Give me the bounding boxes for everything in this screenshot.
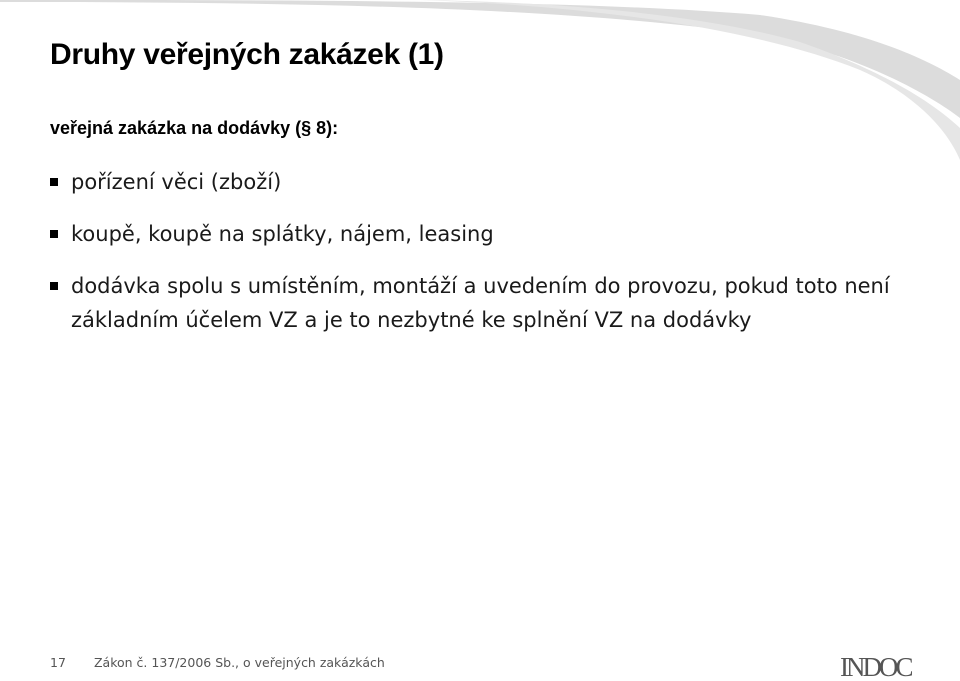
bullet-item [50, 269, 930, 337]
footer-text: Zákon č. 137/2006 Sb., o veřejných zakázkách [93, 655, 385, 670]
bullet-text: koupě, koupě na splátky, nájem, leasing [71, 222, 494, 246]
footer [50, 655, 385, 670]
bullet-text: dodávka spolu s umístěním, montáží a uvedením do provozu, pokud toto není základním účelem VZ a je to nezbytné ke splnění VZ na dodávky [71, 274, 890, 332]
square-bullet-icon [50, 178, 58, 186]
bullet-item [50, 217, 930, 251]
slide-title: Druhy veřejných zakázek (1) [50, 38, 444, 71]
bullet-text: pořízení věci (zboží) [71, 170, 282, 194]
page-number: 17 [50, 655, 66, 670]
square-bullet-icon [50, 230, 58, 238]
square-bullet-icon [50, 282, 58, 290]
bullet-item [50, 165, 930, 199]
slide-subtitle: veřejná zakázka na dodávky (§ 8): [50, 118, 339, 138]
bullet-list [50, 165, 930, 355]
indoc-logo: INDOC [840, 652, 911, 681]
